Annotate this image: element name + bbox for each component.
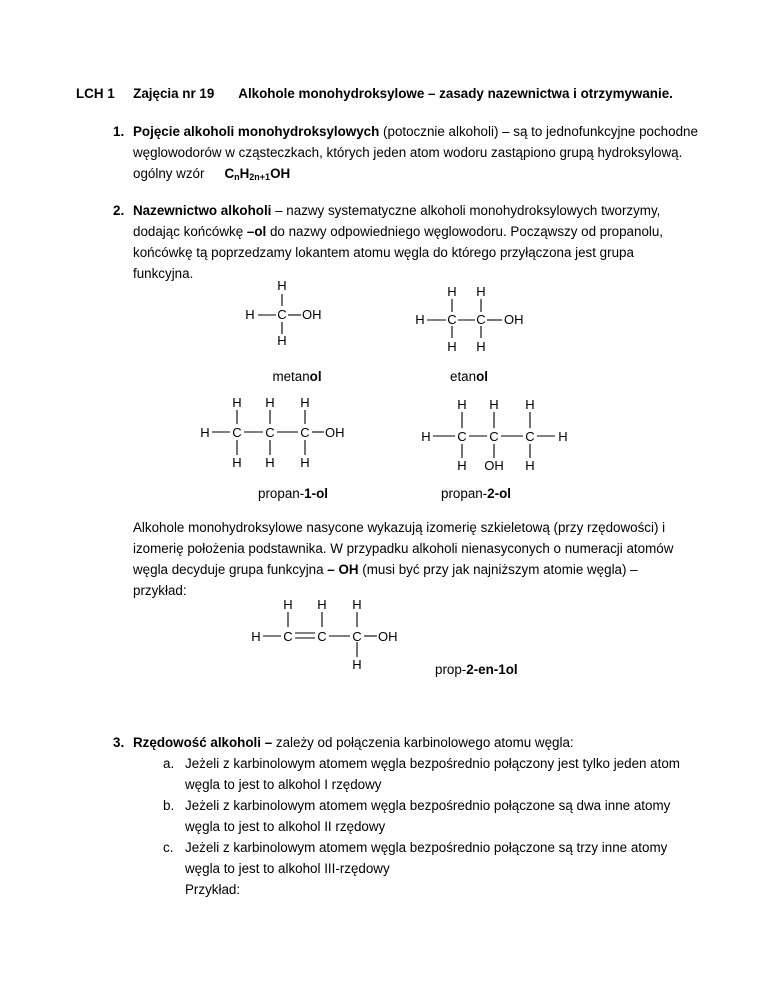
atom-h: H — [525, 397, 535, 412]
atom-h: H — [525, 458, 535, 473]
atom-c: C — [317, 629, 327, 644]
atom-c: C — [447, 312, 457, 327]
section-1-number: 1. — [113, 124, 125, 139]
document-title: Alkohole monohydroksylowe – zasady nazewnictwa i otrzymywanie. — [238, 86, 673, 101]
atom-c: C — [525, 429, 535, 444]
atom-c: C — [265, 425, 275, 440]
section-2-line-1: Nazewnictwo alkoholi – nazwy systematyczne alkoholi monohydroksylowych tworzymy, — [133, 203, 661, 218]
atom-c: C — [277, 307, 287, 322]
atom-c: C — [457, 429, 467, 444]
atom-h: H — [457, 397, 467, 412]
atom-c: C — [352, 629, 362, 644]
group-oh: OH — [378, 629, 398, 644]
section-2-number: 2. — [113, 203, 125, 218]
atom-c: C — [232, 425, 242, 440]
list-item-b-line-2: węgla to jest to alkohol II rzędowy — [185, 819, 386, 834]
list-item-b-line-1: Jeżeli z karbinolowym atomem węgla bezpośrednio połączone są dwa inne atomy — [185, 798, 671, 813]
group-oh: OH — [504, 312, 524, 327]
atom-h: H — [232, 395, 242, 410]
atom-c: C — [300, 425, 310, 440]
formula-value: $C_nH_{2n+1}OH$ — [224, 166, 291, 182]
general-formula: ogólny wzór $C_nH_{2n+1}OH$ — [133, 166, 291, 182]
atom-h: H — [200, 425, 210, 440]
name-propan-2-ol: propan-2-ol — [441, 486, 511, 501]
section-1-line-1: Pojęcie alkoholi monohydroksylowych (potocznie alkoholi) – są to jednofunkcyjne pochodne — [133, 124, 698, 139]
section-1-term: Pojęcie alkoholi monohydroksylowych — [133, 124, 380, 139]
list-marker-b: b. — [163, 798, 175, 813]
atom-h: H — [558, 429, 568, 444]
section-3-term: Rzędowość alkoholi – — [133, 735, 273, 750]
atom-h: H — [421, 429, 431, 444]
atom-c: C — [489, 429, 499, 444]
atom-c: C — [476, 312, 486, 327]
section-2-line-4: funkcyjna. — [133, 266, 194, 281]
list-item-c-line-2: węgla to jest to alkohol III-rzędowy — [185, 861, 390, 876]
group-oh: OH — [325, 425, 345, 440]
lesson-number: Zajęcia nr 19 — [133, 86, 215, 101]
atom-h: H — [251, 629, 261, 644]
example-label: Przykład: — [185, 882, 241, 897]
group-oh: OH — [484, 458, 504, 473]
list-item-a-line-1: Jeżeli z karbinolowym atomem węgla bezpośrednio połączony jest tylko jeden atom — [185, 756, 680, 771]
section-2-line-2: dodając końcówkę –ol do nazwy odpowiedniego węglowodoru. Począwszy od propanolu, — [133, 224, 664, 239]
atom-h: H — [277, 333, 287, 348]
section-2-line-3: końcówkę tą poprzedzamy lokantem atomu węgla do którego przyłączona jest grupa — [133, 245, 634, 260]
atom-h: H — [447, 284, 457, 299]
atom-h: H — [232, 455, 242, 470]
atom-h: H — [489, 397, 499, 412]
atom-h: H — [300, 455, 310, 470]
isomerism-line-1: Alkohole monohydroksylowe nasycone wykazują izomerię szkieletową (przy rzędowości) i — [133, 520, 666, 535]
atom-h: H — [300, 395, 310, 410]
atom-h: H — [277, 278, 287, 293]
list-item-a-line-2: węgla to jest to alkohol I rzędowy — [185, 777, 382, 792]
atom-h: H — [415, 312, 425, 327]
section-3-line-1: Rzędowość alkoholi – zależy od połączenia karbinolowego atomu węgla: — [133, 735, 574, 750]
isomerism-line-4: przykład: — [133, 583, 187, 598]
atom-h: H — [265, 455, 275, 470]
name-ethanol: etanol — [450, 369, 488, 384]
list-marker-c: c. — [163, 840, 174, 855]
section-1-line-2: węglowodorów w cząsteczkach, których jeden atom wodoru zastąpiono grupą hydroksylową. — [133, 145, 683, 160]
atom-h: H — [245, 307, 255, 322]
atom-c: C — [283, 629, 293, 644]
course-code: LCH 1 — [76, 86, 115, 101]
group-oh: OH — [302, 307, 322, 322]
list-item-c-line-1: Jeżeli z karbinolowym atomem węgla bezpośrednio połączone są trzy inne atomy — [185, 840, 668, 855]
name-prop-2-en-1-ol: prop-2-en-1ol — [435, 662, 518, 677]
name-propan-1-ol: propan-1-ol — [258, 486, 328, 501]
name-methanol: metanol — [272, 369, 322, 384]
atom-h: H — [457, 458, 467, 473]
isomerism-line-3: węgla decyduje grupa funkcyjna – OH (musi być przy jak najniższym atomie węgla) – — [133, 562, 638, 577]
atom-h: H — [352, 597, 362, 612]
atom-h: H — [476, 284, 486, 299]
atom-h: H — [283, 597, 293, 612]
atom-h: H — [317, 597, 327, 612]
isomerism-line-2: izomerię położenia podstawnika. W przypadku alkoholi nienasyconych o numeracji atomów — [133, 541, 674, 556]
atom-h: H — [476, 339, 486, 354]
atom-h: H — [352, 657, 362, 672]
section-2-term: Nazewnictwo alkoholi — [133, 203, 272, 218]
section-3-number: 3. — [113, 735, 125, 750]
list-marker-a: a. — [163, 756, 175, 771]
atom-h: H — [447, 339, 457, 354]
atom-h: H — [265, 395, 275, 410]
